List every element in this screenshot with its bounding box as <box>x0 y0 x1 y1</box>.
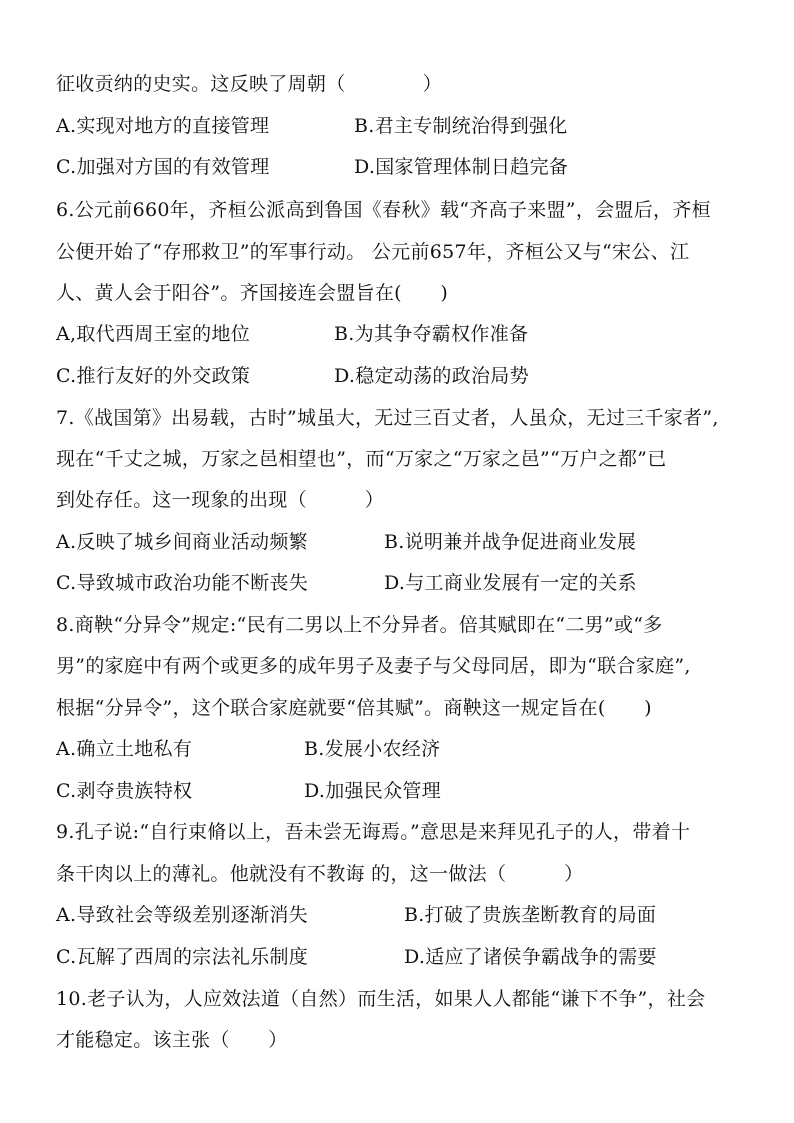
q7-option-b: B.说明兼并战争促进商业发展 <box>384 531 637 553</box>
q6-option-b: B.为其争夺霸权作准备 <box>334 323 529 345</box>
q8-stem-line-3: 根据“分异令”，这个联合家庭就要“倍其赋”。商鞅这一规定旨在( ) <box>56 697 652 719</box>
q7-stem-line-3: 到处存任。这一现象的出现（ ） <box>56 489 385 511</box>
q8-option-a: A.确立土地私有 <box>56 738 193 760</box>
q6-option-c: C.推行友好的外交政策 <box>56 365 251 387</box>
q6-stem-line-2: 公便开始了“存邢救卫”的军事行动。 公元前657年，齐桓公又与“宋公、江 <box>56 241 690 263</box>
q7-option-a: A.反映了城乡间商业活动频繁 <box>56 531 308 553</box>
q9-stem-line-1: 9.孔子说:“自行束脩以上，吾未尝无诲焉。”意思是来拜见孔子的人，带着十 <box>56 821 691 843</box>
q7-option-c: C.导致城市政治功能不断丧失 <box>56 572 309 594</box>
q5-stem-tail: 征收贡纳的史实。这反映了周朝（ ） <box>56 73 443 95</box>
q9-stem-line-2: 条干肉以上的薄礼。他就没有不教诲 的，这一做法（ ） <box>56 863 584 885</box>
q5-option-b: B.君主专制统治得到强化 <box>354 115 568 137</box>
q6-option-a: A,取代西周王室的地位 <box>56 323 251 345</box>
q6-option-d: D.稳定动荡的政治局势 <box>334 365 529 387</box>
q9-option-d: D.适应了诸侯争霸战争的需要 <box>404 946 657 968</box>
q5-option-c: C.加强对方国的有效管理 <box>56 156 270 178</box>
q7-stem-line-2: 现在“千丈之城，万家之邑相望也”，而“万家之“万家之邑”“万户之都”已 <box>56 448 667 470</box>
q8-stem-line-1: 8.商鞅“分异令”规定:“民有二男以上不分异者。倍其赋即在“二男”或“多 <box>56 614 663 636</box>
q5-option-d: D.国家管理体制日趋完备 <box>354 156 569 178</box>
q6-stem-line-1: 6.公元前660年，齐桓公派高到鲁国《春秋》载“齐高子来盟”，会盟后，齐桓 <box>56 199 711 221</box>
q8-option-b: B.发展小农经济 <box>304 738 441 760</box>
q9-option-a: A.导致社会等级差别逐渐消失 <box>56 904 308 926</box>
q5-option-a: A.实现对地方的直接管理 <box>56 115 270 137</box>
q8-stem-line-2: 男”的家庭中有两个或更多的成年男子及妻子与父母同居，即为“联合家庭”, <box>56 655 691 677</box>
q7-option-d: D.与工商业发展有一定的关系 <box>384 572 637 594</box>
q10-stem-line-1: 10.老子认为，人应效法道（自然）而生活，如果人人都能“谦下不争”，社会 <box>56 988 706 1010</box>
q8-option-c: C.剥夺贵族特权 <box>56 780 193 802</box>
q7-stem-line-1: 7.《战国第》出易载，古时”城虽大，无过三百丈者，人虽众，无过三千家者”, <box>56 407 719 429</box>
q8-option-d: D.加强民众管理 <box>304 780 441 802</box>
q9-option-c: C.瓦解了西周的宗法礼乐制度 <box>56 946 309 968</box>
q10-stem-line-2: 才能稳定。该主张（ ） <box>56 1029 288 1051</box>
q6-stem-line-3: 人、黄人会于阳谷”。齐国接连会盟旨在( ) <box>56 282 449 304</box>
q9-option-b: B.打破了贵族垄断教育的局面 <box>404 904 657 926</box>
